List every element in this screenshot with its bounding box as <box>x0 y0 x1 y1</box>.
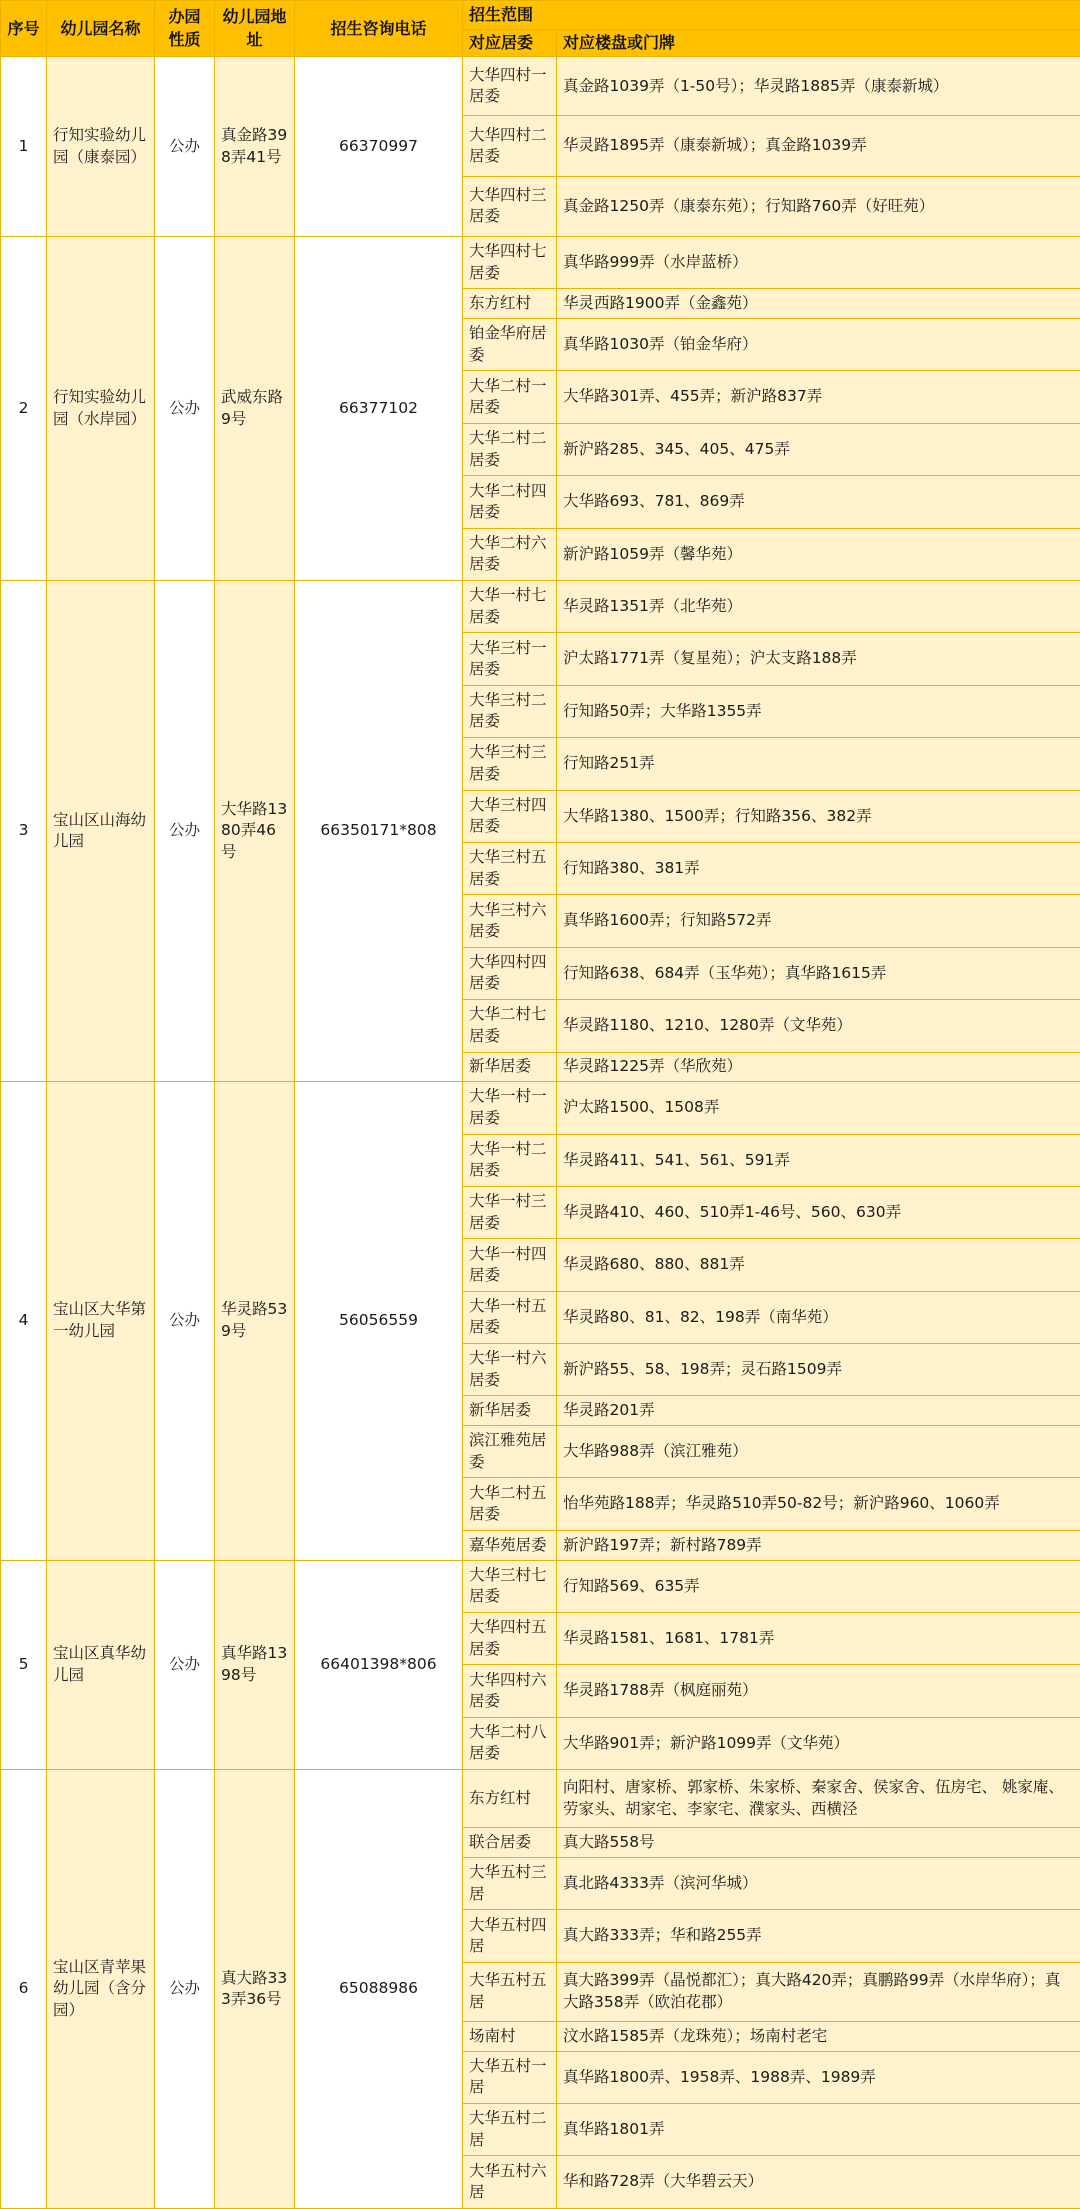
enrollment-phone: 65088986 <box>295 1770 463 2209</box>
committee-cell: 大华一村六居委 <box>463 1344 557 1396</box>
kindergarten-address: 华灵路539号 <box>215 1082 295 1560</box>
row-index: 6 <box>1 1770 47 2209</box>
committee-cell: 大华四村六居委 <box>463 1665 557 1717</box>
committee-cell: 大华一村一居委 <box>463 1082 557 1134</box>
school-type: 公办 <box>155 237 215 581</box>
committee-cell: 联合居委 <box>463 1828 557 1858</box>
committee-cell: 大华三村二居委 <box>463 685 557 737</box>
kindergarten-address: 武威东路9号 <box>215 237 295 581</box>
table-row <box>1 1560 1080 1612</box>
committee-cell: 大华五村一居 <box>463 2051 557 2103</box>
committee-cell: 新华居委 <box>463 1396 557 1426</box>
address-range-cell: 沪太路1771弄（复星苑）；沪太支路188弄 <box>557 633 1080 685</box>
committee-cell: 大华二村四居委 <box>463 476 557 528</box>
committee-cell: 大华二村一居委 <box>463 371 557 423</box>
kindergarten-name: 宝山区山海幼儿园 <box>47 580 155 1081</box>
table-row <box>1 1770 1080 1828</box>
kindergarten-name: 宝山区青苹果幼儿园（含分园） <box>47 1770 155 2209</box>
committee-cell: 大华一村三居委 <box>463 1186 557 1238</box>
committee-cell: 东方红村 <box>463 1770 557 1828</box>
committee-cell: 东方红村 <box>463 289 557 319</box>
address-range-cell: 华灵路1895弄（康泰新城）；真金路1039弄 <box>557 116 1080 176</box>
committee-cell: 大华三村三居委 <box>463 738 557 790</box>
address-range-cell: 华灵路410、460、510弄1-46号、560、630弄 <box>557 1186 1080 1238</box>
address-range-cell: 怡华苑路188弄；华灵路510弄50-82号；新沪路960、1060弄 <box>557 1478 1080 1530</box>
address-range-cell: 向阳村、唐家桥、郭家桥、朱家桥、秦家舍、侯家舍、伍房宅、 姚家庵、劳家头、胡家宅、李家宅、濮家头、西横泾 <box>557 1770 1080 1828</box>
committee-cell: 大华二村八居委 <box>463 1717 557 1769</box>
address-range-cell: 大华路901弄；新沪路1099弄（文华苑） <box>557 1717 1080 1769</box>
committee-cell: 嘉华苑居委 <box>463 1530 557 1560</box>
kindergarten-address: 大华路1380弄46号 <box>215 580 295 1081</box>
address-range-cell: 真大路558号 <box>557 1828 1080 1858</box>
kindergarten-name: 宝山区大华第一幼儿园 <box>47 1082 155 1560</box>
committee-cell: 场南村 <box>463 2021 557 2051</box>
school-type: 公办 <box>155 580 215 1081</box>
address-range-cell: 汶水路1585弄（龙珠苑）；场南村老宅 <box>557 2021 1080 2051</box>
row-index: 1 <box>1 57 47 237</box>
kindergarten-name: 宝山区真华幼儿园 <box>47 1560 155 1770</box>
school-type: 公办 <box>155 1560 215 1770</box>
row-index: 5 <box>1 1560 47 1770</box>
committee-cell: 大华四村一居委 <box>463 57 557 116</box>
address-range-cell: 华和路728弄（大华碧云天） <box>557 2156 1080 2209</box>
address-range-cell: 华灵路80、81、82、198弄（南华苑） <box>557 1291 1080 1343</box>
header-address: 幼儿园地址 <box>215 1 295 57</box>
committee-cell: 大华四村二居委 <box>463 116 557 176</box>
committee-cell: 新华居委 <box>463 1052 557 1082</box>
committee-cell: 大华三村六居委 <box>463 895 557 947</box>
enrollment-phone: 66401398*806 <box>295 1560 463 1770</box>
committee-cell: 大华四村七居委 <box>463 237 557 289</box>
address-range-cell: 华灵路1180、1210、1280弄（文华苑） <box>557 1000 1080 1052</box>
committee-cell: 大华三村四居委 <box>463 790 557 842</box>
address-range-cell: 华灵路1788弄（枫庭丽苑） <box>557 1665 1080 1717</box>
committee-cell: 大华二村六居委 <box>463 528 557 580</box>
kindergarten-name: 行知实验幼儿园（水岸园） <box>47 237 155 581</box>
address-range-cell: 大华路693、781、869弄 <box>557 476 1080 528</box>
enrollment-phone: 66377102 <box>295 237 463 581</box>
address-range-cell: 行知路50弄；大华路1355弄 <box>557 685 1080 737</box>
address-range-cell: 新沪路285、345、405、475弄 <box>557 423 1080 475</box>
address-range-cell: 真华路1800弄、1958弄、1988弄、1989弄 <box>557 2051 1080 2103</box>
address-range-cell: 华灵路411、541、561、591弄 <box>557 1134 1080 1186</box>
address-range-cell: 行知路380、381弄 <box>557 842 1080 894</box>
kindergarten-address: 真华路1398号 <box>215 1560 295 1770</box>
address-range-cell: 真华路1801弄 <box>557 2103 1080 2155</box>
address-range-cell: 大华路988弄（滨江雅苑） <box>557 1426 1080 1478</box>
header-scope: 招生范围 <box>463 1 1080 30</box>
committee-cell: 大华四村四居委 <box>463 947 557 999</box>
committee-cell: 滨江雅苑居委 <box>463 1426 557 1478</box>
committee-cell: 大华一村二居委 <box>463 1134 557 1186</box>
school-type: 公办 <box>155 1770 215 2209</box>
address-range-cell: 真华路1600弄；行知路572弄 <box>557 895 1080 947</box>
header-phone: 招生咨询电话 <box>295 1 463 57</box>
committee-cell: 大华一村四居委 <box>463 1239 557 1291</box>
enrollment-phone: 66370997 <box>295 57 463 237</box>
address-range-cell: 大华路1380、1500弄；行知路356、382弄 <box>557 790 1080 842</box>
committee-cell: 大华五村五居 <box>463 1962 557 2021</box>
row-index: 3 <box>1 580 47 1081</box>
table-row <box>1 1082 1080 1134</box>
table-header <box>1 1 1080 57</box>
address-range-cell: 华灵西路1900弄（金鑫苑） <box>557 289 1080 319</box>
enrollment-phone: 66350171*808 <box>295 580 463 1081</box>
address-range-cell: 新沪路197弄；新村路789弄 <box>557 1530 1080 1560</box>
committee-cell: 铂金华府居委 <box>463 319 557 371</box>
kindergarten-name: 行知实验幼儿园（康泰园） <box>47 57 155 237</box>
committee-cell: 大华一村七居委 <box>463 580 557 632</box>
committee-cell: 大华五村四居 <box>463 1910 557 1962</box>
committee-cell: 大华四村五居委 <box>463 1612 557 1664</box>
address-range-cell: 新沪路1059弄（馨华苑） <box>557 528 1080 580</box>
table-row <box>1 57 1080 116</box>
kindergarten-address: 真金路398弄41号 <box>215 57 295 237</box>
address-range-cell: 华灵路1581、1681、1781弄 <box>557 1612 1080 1664</box>
committee-cell: 大华五村三居 <box>463 1857 557 1909</box>
address-range-cell: 真大路333弄；华和路255弄 <box>557 1910 1080 1962</box>
address-range-cell: 行知路251弄 <box>557 738 1080 790</box>
address-range-cell: 华灵路680、880、881弄 <box>557 1239 1080 1291</box>
committee-cell: 大华二村七居委 <box>463 1000 557 1052</box>
address-range-cell: 大华路301弄、455弄；新沪路837弄 <box>557 371 1080 423</box>
header-index: 序号 <box>1 1 47 57</box>
address-range-cell: 华灵路1225弄（华欣苑） <box>557 1052 1080 1082</box>
header-committee: 对应居委 <box>463 30 557 57</box>
address-range-cell: 真华路1030弄（铂金华府） <box>557 319 1080 371</box>
committee-cell: 大华二村二居委 <box>463 423 557 475</box>
committee-cell: 大华三村七居委 <box>463 1560 557 1612</box>
address-range-cell: 真金路1039弄（1-50号）；华灵路1885弄（康泰新城） <box>557 57 1080 116</box>
address-range-cell: 行知路569、635弄 <box>557 1560 1080 1612</box>
header-name: 幼儿园名称 <box>47 1 155 57</box>
address-range-cell: 真大路399弄（晶悦都汇）；真大路420弄；真鹏路99弄（水岸华府）；真大路358弄（欧泊花郡） <box>557 1962 1080 2021</box>
address-range-cell: 新沪路55、58、198弄；灵石路1509弄 <box>557 1344 1080 1396</box>
header-type: 办园性质 <box>155 1 215 57</box>
school-type: 公办 <box>155 1082 215 1560</box>
row-index: 4 <box>1 1082 47 1560</box>
committee-cell: 大华三村一居委 <box>463 633 557 685</box>
table-body <box>1 57 1080 2209</box>
address-range-cell: 真北路4333弄（滨河华城） <box>557 1857 1080 1909</box>
kindergarten-address: 真大路333弄36号 <box>215 1770 295 2209</box>
table-row <box>1 237 1080 289</box>
committee-cell: 大华五村二居 <box>463 2103 557 2155</box>
committee-cell: 大华一村五居委 <box>463 1291 557 1343</box>
address-range-cell: 真金路1250弄（康泰东苑）；行知路760弄（好旺苑） <box>557 176 1080 236</box>
committee-cell: 大华二村五居委 <box>463 1478 557 1530</box>
address-range-cell: 华灵路1351弄（北华苑） <box>557 580 1080 632</box>
committee-cell: 大华三村五居委 <box>463 842 557 894</box>
school-type: 公办 <box>155 57 215 237</box>
address-range-cell: 真华路999弄（水岸蓝桥） <box>557 237 1080 289</box>
address-range-cell: 行知路638、684弄（玉华苑）；真华路1615弄 <box>557 947 1080 999</box>
committee-cell: 大华五村六居 <box>463 2156 557 2209</box>
committee-cell: 大华四村三居委 <box>463 176 557 236</box>
address-range-cell: 华灵路201弄 <box>557 1396 1080 1426</box>
header-area: 对应楼盘或门牌 <box>557 30 1080 57</box>
row-index: 2 <box>1 237 47 581</box>
table-row <box>1 580 1080 632</box>
enrollment-phone: 56056559 <box>295 1082 463 1560</box>
address-range-cell: 沪太路1500、1508弄 <box>557 1082 1080 1134</box>
